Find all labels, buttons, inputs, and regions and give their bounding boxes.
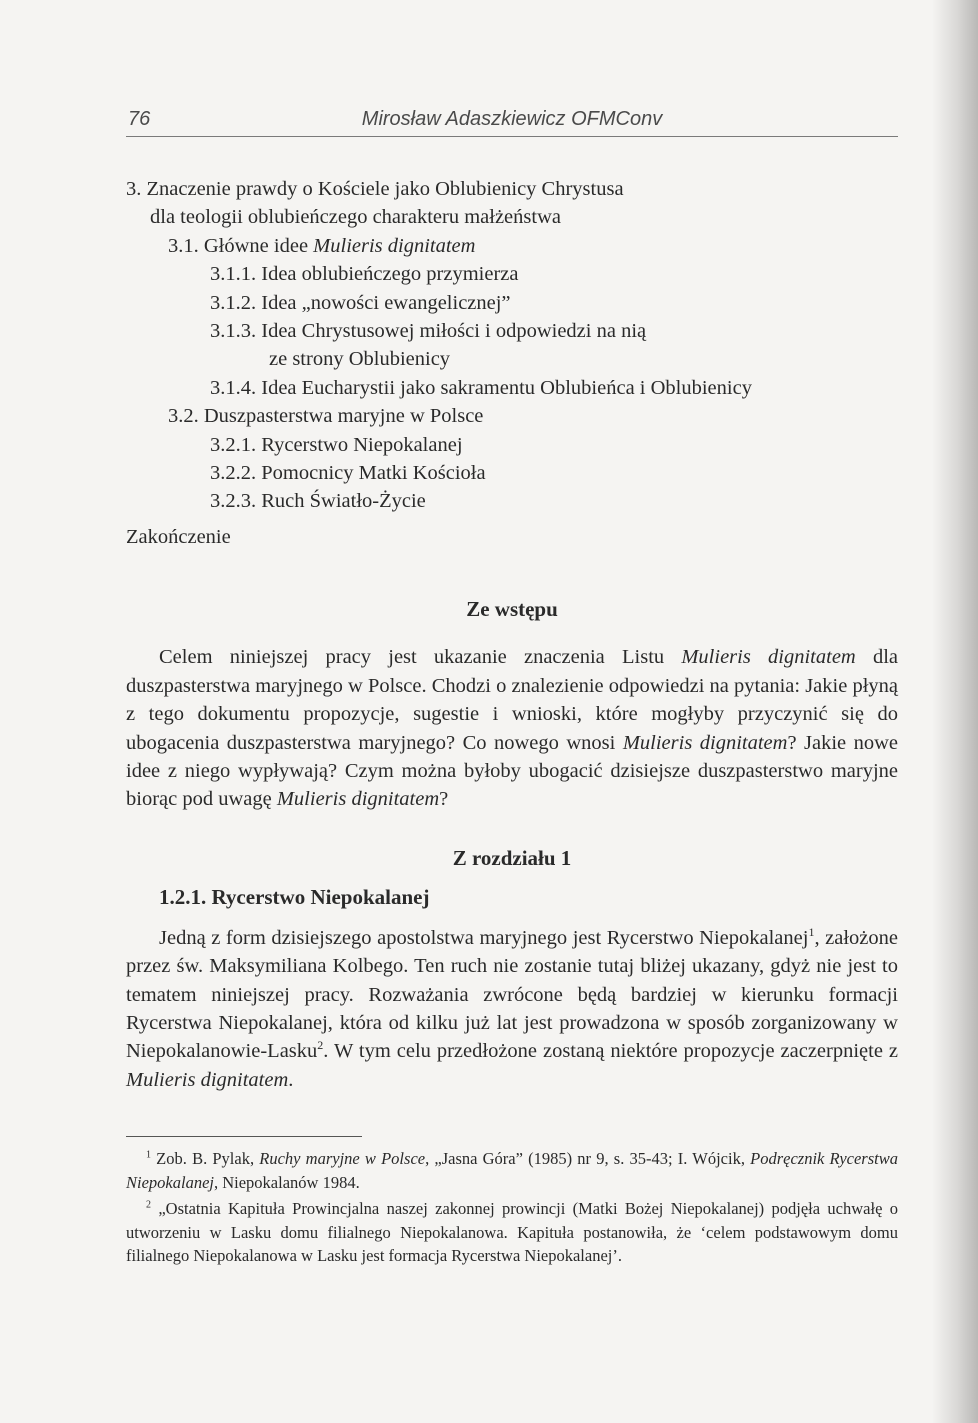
toc-entry-continuation: dla teologii oblubieńczego charakteru małżeństwa (150, 206, 561, 229)
running-header (126, 104, 898, 137)
introduction-paragraph: Celem niniejszej pracy jest ukazanie znaczenia Listu Mulieris dignitatem dla duszpasterstwa maryjnego w Polsce. Chodzi o znalezienie odpowiedzi na pytania: Jakie płyną z tego dokumentu propozycje, sugestie i wnioski, które mogłyby przyczynić się do ubogacenia duszpasterstwa maryjnego? Co nowego wnosi Mulieris dignitatem? Jakie nowe idee z niego wypływają? Czym można byłoby ubogacić dzisiejsze duszpasterstwo maryjne biorąc pod uwagę Mulieris dignitatem? (126, 646, 899, 811)
table-of-contents (126, 175, 898, 551)
toc-entry: 3.1.4. Idea Eucharystii jako sakramentu Oblubieńca i Oblubienicy (210, 376, 752, 399)
toc-entry: 3.2.1. Rycerstwo Niepokalanej (210, 433, 463, 456)
running-title: Mirosław Adaszkiewicz OFMConv (361, 108, 663, 130)
footnote-ref-2[interactable]: 2 (317, 1038, 324, 1053)
page-edge-shadow (932, 0, 978, 1423)
toc-entry: 3. Znaczenie prawdy o Kościele jako Oblubienicy Chrystusa (126, 178, 624, 200)
chapter-paragraph: Jedną z form dzisiejszego apostolstwa maryjnego jest Rycerstwo Niepokalanej$^1$, założone przez św. Maksymiliana Kolbego. Ten ruch nie zostanie tutaj bliżej ukazany, gdyż nie jest to tematem niniejszej pracy. Rozważania zwrócone będą bardziej w kierunku formacji Rycerstwa Niepokalanej, która od kilku już lat jest prowadzona w sposób zorganizowany w Niepokalanowie-Lasku$^2$. W tym celu przedłożone zostaną niektóre propozycje zaczerpnięte z Mulieris dignitatem. (126, 924, 898, 1091)
footnote-2: $^2$ „Ostatnia Kapituła Prowincjalna naszej zakonnej prowincji (Matki Bożej Niepokalanej) podjęła uchwałę o utworzeniu w Lasku domu filialnego Niepokalanowa. Kapituła postanowiła, że ‘celem podstawowym domu filialnego Niepokalanowa w Lasku jest formacja Rycerstwa Niepokalanej’. (126, 1199, 898, 1266)
section-heading-chapter-1: Z rozdziału 1 (452, 845, 572, 870)
toc-entry: 3.1.2. Idea „nowości ewangelicznej” (210, 291, 511, 314)
footnote-1: $^1$ Zob. B. Pylak, Ruchy maryjne w Polsce, „Jasna Góra” (1985) nr 9, s. 35-43; I. Wójcik, Podręcznik Rycerstwa Niepokalanej, Niepokalanów 1984. (126, 1149, 898, 1192)
toc-entry: 3.2.3. Ruch Światło-Życie (210, 490, 426, 513)
toc-entry: 3.1. Główne idee Mulieris dignitatem (168, 234, 476, 257)
toc-entry: 3.2. Duszpasterstwa maryjne w Polsce (168, 405, 484, 428)
toc-entry-continuation: ze strony Oblubienicy (269, 348, 451, 371)
footnote-divider (126, 1136, 362, 1137)
section-heading-introduction: Ze wstępu (466, 597, 558, 622)
toc-entry: 3.2.2. Pomocnicy Matki Kościoła (210, 462, 486, 485)
toc-entry-conclusion: Zakończenie (126, 525, 231, 548)
book-page (126, 104, 898, 1271)
toc-entry: 3.1.1. Idea oblubieńczego przymierza (210, 263, 519, 286)
subsection-heading: 1.2.1. Rycerstwo Niepokalanej (159, 884, 430, 909)
footnote-ref-1[interactable]: 1 (808, 924, 815, 939)
page-number: 76 (128, 108, 151, 130)
toc-entry: 3.1.3. Idea Chrystusowej miłości i odpowiedzi na nią (210, 320, 647, 343)
